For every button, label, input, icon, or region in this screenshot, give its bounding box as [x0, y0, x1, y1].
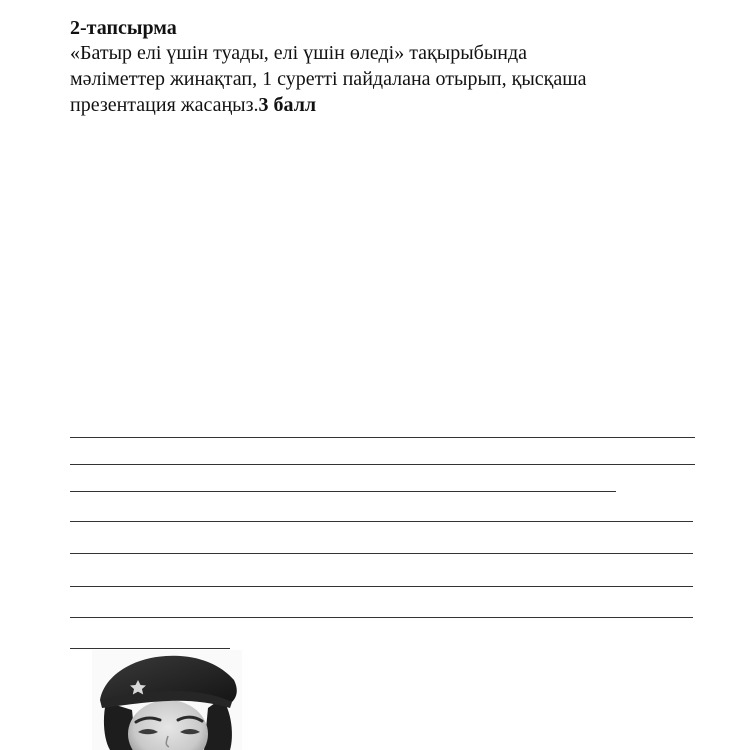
answer-line[interactable]	[70, 586, 693, 587]
answer-line[interactable]	[70, 437, 695, 438]
answer-line[interactable]	[70, 521, 693, 522]
points-label: 3 балл	[258, 94, 317, 116]
task-line-3	[70, 92, 710, 118]
answer-line[interactable]	[70, 491, 616, 492]
task-block	[70, 16, 710, 118]
task-line-1: «Батыр елі үшін туады, елі үшін өледі» тақырыбында	[70, 42, 528, 64]
portrait-photo	[92, 650, 242, 750]
answer-line[interactable]	[70, 464, 695, 465]
answer-line[interactable]	[70, 617, 693, 618]
task-line-2: мәліметтер жинақтап, 1 суретті пайдалана отырып, қысқаша	[70, 68, 587, 90]
answer-line[interactable]	[70, 553, 693, 554]
task-title: 2-тапсырма	[70, 17, 177, 39]
answer-line[interactable]	[70, 648, 230, 649]
portrait-illustration	[92, 650, 242, 750]
task-line-3-text: презентация жасаңыз.	[70, 94, 259, 116]
